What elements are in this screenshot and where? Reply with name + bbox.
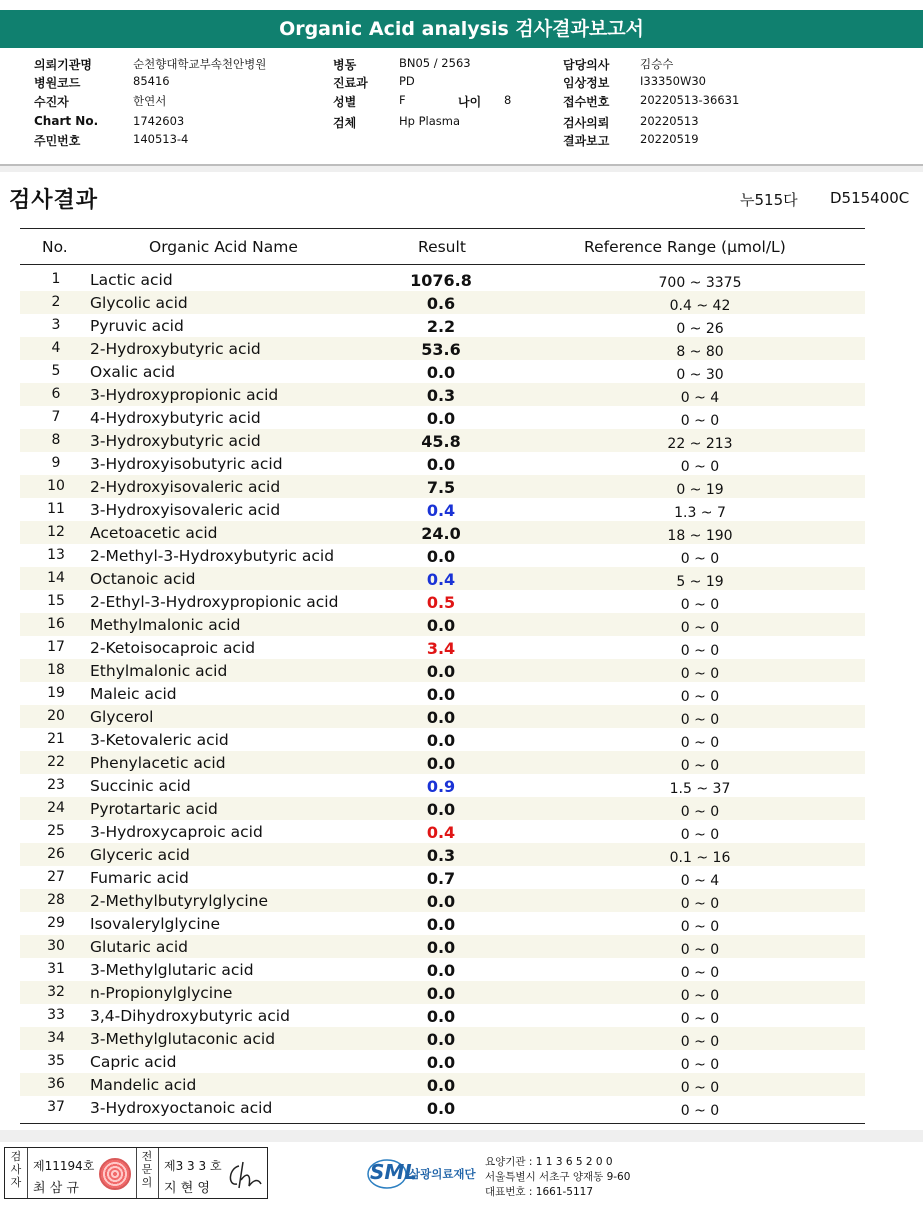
reference-range: 0 ~ 0 <box>680 712 720 728</box>
row-number: 23 <box>47 777 65 793</box>
info-label: 병동 <box>333 58 357 72</box>
result-value: 0.0 <box>426 662 456 681</box>
result-value: 0.0 <box>426 363 456 382</box>
acid-name: Pyruvic acid <box>90 317 184 335</box>
table-row <box>20 1027 865 1050</box>
table-row <box>20 1050 865 1073</box>
result-value: 0.0 <box>426 892 456 911</box>
test-code: D515400C <box>830 189 910 207</box>
table-row <box>20 958 865 981</box>
row-number: 36 <box>47 1076 65 1092</box>
table-row <box>20 613 865 636</box>
acid-name: Pyrotartaric acid <box>90 800 218 818</box>
addr-line: 대표번호 : 1661-5117 <box>485 1186 594 1198</box>
row-number: 20 <box>47 708 65 724</box>
sml-logo <box>367 1156 477 1196</box>
divider <box>136 1148 137 1198</box>
result-value: 0.7 <box>426 869 456 888</box>
table-row <box>20 475 865 498</box>
row-number: 2 <box>51 294 61 310</box>
result-value: 0.0 <box>426 1053 456 1072</box>
result-value: 0.0 <box>426 731 456 750</box>
logo-text: SML <box>370 1160 418 1184</box>
info-value: 20220519 <box>640 132 699 146</box>
table-row <box>20 268 865 291</box>
inspector-number: 제11194호 <box>33 1159 95 1173</box>
row-number: 34 <box>47 1030 65 1046</box>
row-number: 17 <box>47 639 65 655</box>
acid-name: 3-Methylglutaconic acid <box>90 1030 276 1048</box>
info-label: 결과보고 <box>563 134 610 148</box>
acid-name: Phenylacetic acid <box>90 754 226 772</box>
row-number: 11 <box>47 501 65 517</box>
reference-range: 0 ~ 0 <box>680 965 720 981</box>
header-no: No. <box>42 238 68 256</box>
info-value: 순천향대학교부속천안병원 <box>133 57 267 71</box>
reference-range: 0 ~ 0 <box>680 827 720 843</box>
acid-name: 2-Methylbutyrylglycine <box>90 892 269 910</box>
result-value: 0.3 <box>426 386 456 405</box>
info-value: Hp Plasma <box>399 114 461 128</box>
reference-range: 0 ~ 0 <box>680 459 720 475</box>
reference-range: 0 ~ 0 <box>680 413 720 429</box>
result-value: 0.0 <box>426 915 456 934</box>
reference-range: 0 ~ 0 <box>680 758 720 774</box>
reference-range: 0 ~ 0 <box>680 620 720 636</box>
addr-line: 서울특별시 서초구 양재동 9-60 <box>485 1171 631 1183</box>
reference-range: 0 ~ 30 <box>676 367 724 383</box>
reference-range: 0 ~ 0 <box>680 896 720 912</box>
table-row <box>20 567 865 590</box>
row-number: 4 <box>51 340 61 356</box>
table-row <box>20 682 865 705</box>
info-label: 검사의뢰 <box>563 116 610 130</box>
divider <box>27 1148 28 1198</box>
info-label: 접수번호 <box>563 95 610 109</box>
acid-name: 3-Hydroxyoctanoic acid <box>90 1099 273 1117</box>
table-body <box>20 268 865 1119</box>
row-number: 19 <box>47 685 65 701</box>
info-value: 김승수 <box>640 57 674 71</box>
row-number: 27 <box>47 869 65 885</box>
reference-range: 0 ~ 0 <box>680 804 720 820</box>
acid-name: 3-Ketovaleric acid <box>90 731 229 749</box>
reference-range: 0 ~ 0 <box>680 919 720 935</box>
reference-range: 0 ~ 19 <box>676 482 724 498</box>
row-number: 31 <box>47 961 65 977</box>
result-value: 0.0 <box>426 409 456 428</box>
acid-name: 2-Ketoisocaproic acid <box>90 639 256 657</box>
header-result: Result <box>418 238 466 256</box>
row-number: 12 <box>47 524 65 540</box>
acid-name: 3,4-Dihydroxybutyric acid <box>90 1007 290 1025</box>
table-row <box>20 705 865 728</box>
row-number: 3 <box>51 317 61 333</box>
header-reference: Reference Range (μmol/L) <box>584 238 786 256</box>
result-value: 7.5 <box>426 478 456 497</box>
acid-name: Oxalic acid <box>90 363 176 381</box>
result-value: 45.8 <box>421 432 461 451</box>
reference-range: 0 ~ 0 <box>680 735 720 751</box>
result-value: 0.0 <box>426 1076 456 1095</box>
reference-range: 0.1 ~ 16 <box>669 850 731 866</box>
header-name: Organic Acid Name <box>149 238 298 256</box>
reference-range: 0 ~ 0 <box>680 551 720 567</box>
row-number: 5 <box>51 363 61 379</box>
results-table <box>20 228 865 1124</box>
signature-image <box>225 1158 263 1192</box>
acid-name: Glutaric acid <box>90 938 189 956</box>
acid-name: Glycerol <box>90 708 154 726</box>
table-row <box>20 797 865 820</box>
result-value: 0.5 <box>426 593 456 612</box>
table-row <box>20 728 865 751</box>
divider <box>0 1130 923 1142</box>
row-number: 1 <box>51 271 61 287</box>
table-row <box>20 981 865 1004</box>
divider <box>0 166 923 172</box>
info-value: 85416 <box>133 74 170 88</box>
info-label: 임상정보 <box>563 76 610 90</box>
reference-range: 5 ~ 19 <box>676 574 724 590</box>
row-number: 32 <box>47 984 65 1000</box>
table-row <box>20 659 865 682</box>
table-row <box>20 751 865 774</box>
acid-name: 3-Methylglutaric acid <box>90 961 254 979</box>
row-number: 24 <box>47 800 65 816</box>
reference-range: 0 ~ 26 <box>676 321 724 337</box>
acid-name: 2-Hydroxyisovaleric acid <box>90 478 281 496</box>
table-bottom-rule <box>20 1123 865 1124</box>
acid-name: Mandelic acid <box>90 1076 197 1094</box>
acid-name: 3-Hydroxycaproic acid <box>90 823 263 841</box>
result-value: 0.0 <box>426 938 456 957</box>
reference-range: 0 ~ 4 <box>680 873 720 889</box>
info-value: PD <box>399 74 415 88</box>
result-value: 0.0 <box>426 616 456 635</box>
approver-label: 전문의 <box>141 1150 153 1189</box>
info-label: 병원코드 <box>34 76 81 90</box>
table-row <box>20 521 865 544</box>
row-number: 22 <box>47 754 65 770</box>
info-label: 성별 <box>333 95 357 109</box>
reference-range: 0 ~ 0 <box>680 666 720 682</box>
result-value: 0.0 <box>426 1030 456 1049</box>
acid-name: n-Propionylglycine <box>90 984 233 1002</box>
info-label: 주민번호 <box>34 134 81 148</box>
acid-name: Glycolic acid <box>90 294 188 312</box>
row-number: 21 <box>47 731 65 747</box>
acid-name: Isovalerylglycine <box>90 915 221 933</box>
acid-name: 3-Hydroxypropionic acid <box>90 386 279 404</box>
row-number: 26 <box>47 846 65 862</box>
acid-name: 2-Methyl-3-Hydroxybutyric acid <box>90 547 335 565</box>
result-value: 0.0 <box>426 685 456 704</box>
table-row <box>20 1073 865 1096</box>
inspector-name: 최 삼 규 <box>33 1181 79 1196</box>
info-label: 수진자 <box>34 95 69 109</box>
result-value: 1076.8 <box>410 271 472 290</box>
info-value: F <box>399 93 406 107</box>
table-row <box>20 935 865 958</box>
result-value: 2.2 <box>426 317 456 336</box>
reference-range: 0 ~ 0 <box>680 1103 720 1119</box>
patient-info <box>0 52 923 162</box>
table-row <box>20 360 865 383</box>
result-value: 0.0 <box>426 754 456 773</box>
acid-name: 4-Hydroxybutyric acid <box>90 409 261 427</box>
row-number: 13 <box>47 547 65 563</box>
reference-range: 0 ~ 0 <box>680 1080 720 1096</box>
acid-name: Methylmalonic acid <box>90 616 241 634</box>
org-name: 삼광의료재단 <box>409 1167 476 1181</box>
signature-box <box>4 1147 268 1199</box>
table-row <box>20 337 865 360</box>
info-value: 20220513 <box>640 114 699 128</box>
reference-range: 1.3 ~ 7 <box>674 505 726 521</box>
org-address <box>485 1155 630 1200</box>
table-row <box>20 774 865 797</box>
acid-name: Fumaric acid <box>90 869 189 887</box>
result-value: 3.4 <box>426 639 456 658</box>
table-row <box>20 866 865 889</box>
result-value: 0.3 <box>426 846 456 865</box>
row-number: 14 <box>47 570 65 586</box>
row-number: 33 <box>47 1007 65 1023</box>
row-number: 9 <box>51 455 61 471</box>
approver-number: 제3 3 3 호 <box>164 1159 222 1173</box>
acid-name: 2-Hydroxybutyric acid <box>90 340 261 358</box>
acid-name: Acetoacetic acid <box>90 524 218 542</box>
addr-line: 요양기관 : 1 1 3 6 5 2 0 0 <box>485 1156 613 1168</box>
insurance-code: 누515다 <box>740 191 798 209</box>
table-row <box>20 820 865 843</box>
result-value: 0.0 <box>426 455 456 474</box>
table-row <box>20 314 865 337</box>
reference-range: 22 ~ 213 <box>667 436 733 452</box>
seal-stamp <box>99 1158 131 1190</box>
result-value: 0.0 <box>426 961 456 980</box>
row-number: 28 <box>47 892 65 908</box>
reference-range: 18 ~ 190 <box>667 528 733 544</box>
result-value: 0.0 <box>426 708 456 727</box>
info-value: I33350W30 <box>640 74 706 88</box>
reference-range: 8 ~ 80 <box>676 344 724 360</box>
reference-range: 0 ~ 0 <box>680 1057 720 1073</box>
result-value: 0.0 <box>426 1099 456 1118</box>
age-label: 나이 <box>458 95 482 109</box>
result-value: 0.0 <box>426 984 456 1003</box>
acid-name: Succinic acid <box>90 777 191 795</box>
result-value: 53.6 <box>421 340 461 359</box>
acid-name: Lactic acid <box>90 271 173 289</box>
reference-range: 0 ~ 0 <box>680 942 720 958</box>
row-number: 29 <box>47 915 65 931</box>
info-label: 검체 <box>333 116 357 130</box>
row-number: 30 <box>47 938 65 954</box>
table-row <box>20 291 865 314</box>
table-row <box>20 1096 865 1119</box>
result-value: 0.4 <box>426 501 456 520</box>
result-value: 0.0 <box>426 547 456 566</box>
row-number: 8 <box>51 432 61 448</box>
acid-name: Maleic acid <box>90 685 177 703</box>
reference-range: 0 ~ 0 <box>680 643 720 659</box>
age-value: 8 <box>504 93 512 107</box>
row-number: 35 <box>47 1053 65 1069</box>
reference-range: 0 ~ 4 <box>680 390 720 406</box>
acid-name: Capric acid <box>90 1053 177 1071</box>
reference-range: 0 ~ 0 <box>680 1011 720 1027</box>
result-value: 0.4 <box>426 823 456 842</box>
reference-range: 0 ~ 0 <box>680 597 720 613</box>
reference-range: 0 ~ 0 <box>680 988 720 1004</box>
acid-name: 2-Ethyl-3-Hydroxypropionic acid <box>90 593 339 611</box>
row-number: 15 <box>47 593 65 609</box>
result-value: 0.0 <box>426 1007 456 1026</box>
table-row <box>20 429 865 452</box>
table-row <box>20 843 865 866</box>
table-row <box>20 636 865 659</box>
row-number: 10 <box>47 478 65 494</box>
table-row <box>20 383 865 406</box>
reference-range: 700 ~ 3375 <box>658 275 742 291</box>
info-value: 1742603 <box>133 114 185 128</box>
result-value: 0.9 <box>426 777 456 796</box>
info-label: 담당의사 <box>563 58 610 72</box>
result-value: 0.6 <box>426 294 456 313</box>
table-row <box>20 406 865 429</box>
section-title: 검사결과 <box>9 188 99 213</box>
table-row <box>20 590 865 613</box>
row-number: 16 <box>47 616 65 632</box>
reference-range: 1.5 ~ 37 <box>669 781 731 797</box>
result-value: 24.0 <box>421 524 461 543</box>
divider <box>158 1148 159 1198</box>
table-row <box>20 544 865 567</box>
row-number: 7 <box>51 409 61 425</box>
acid-name: Ethylmalonic acid <box>90 662 228 680</box>
table-row <box>20 498 865 521</box>
table-row <box>20 889 865 912</box>
info-label: 의뢰기관명 <box>34 58 92 72</box>
report-title: Organic Acid analysis 검사결과보고서 <box>0 10 923 48</box>
table-row <box>20 452 865 475</box>
row-number: 6 <box>51 386 61 402</box>
reference-range: 0 ~ 0 <box>680 689 720 705</box>
reference-range: 0.4 ~ 42 <box>669 298 731 314</box>
acid-name: 3-Hydroxyisobutyric acid <box>90 455 283 473</box>
row-number: 18 <box>47 662 65 678</box>
approver-name: 지 현 영 <box>164 1181 210 1196</box>
row-number: 25 <box>47 823 65 839</box>
info-label: Chart No. <box>34 114 99 128</box>
acid-name: Glyceric acid <box>90 846 190 864</box>
row-number: 37 <box>47 1099 65 1115</box>
result-value: 0.0 <box>426 800 456 819</box>
acid-name: 3-Hydroxybutyric acid <box>90 432 261 450</box>
acid-name: 3-Hydroxyisovaleric acid <box>90 501 281 519</box>
inspector-label: 검사자 <box>10 1150 22 1189</box>
info-value: 한연서 <box>133 94 167 108</box>
table-row <box>20 912 865 935</box>
table-header <box>20 228 865 265</box>
result-value: 0.4 <box>426 570 456 589</box>
info-value: BN05 / 2563 <box>399 56 471 70</box>
table-row <box>20 1004 865 1027</box>
info-label: 진료과 <box>333 76 368 90</box>
acid-name: Octanoic acid <box>90 570 196 588</box>
info-value: 140513-4 <box>133 132 189 146</box>
info-value: 20220513-36631 <box>640 93 740 107</box>
reference-range: 0 ~ 0 <box>680 1034 720 1050</box>
